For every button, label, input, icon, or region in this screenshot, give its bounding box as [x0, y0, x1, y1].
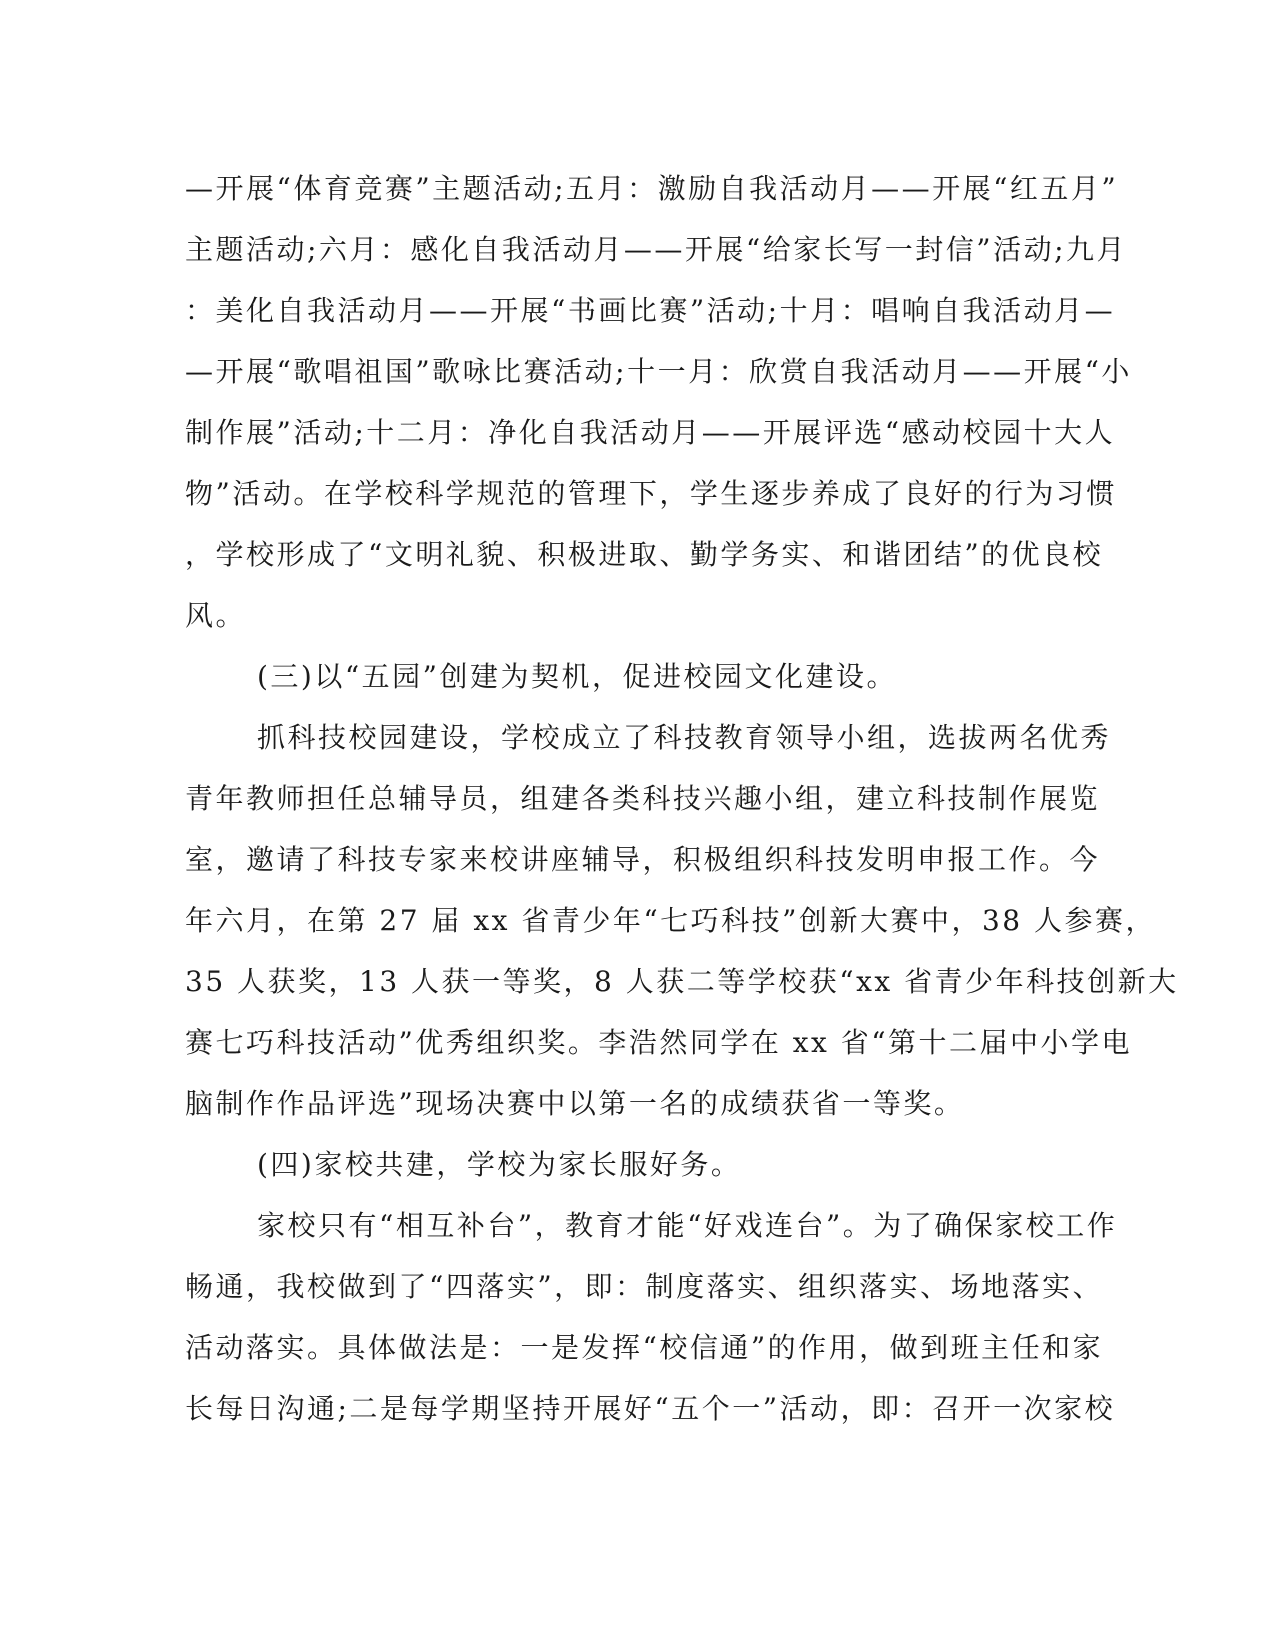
text-line: —开展“歌唱祖国”歌咏比赛活动;十一月：欣赏自我活动月——开展“小 — [185, 355, 1132, 388]
section-heading: (四)家校共建，学校为家长服好务。 — [257, 1148, 742, 1181]
text-line: 制作展”活动;十二月：净化自我活动月——开展评选“感动校园十大人 — [185, 416, 1116, 449]
text-line: 活动落实。具体做法是：一是发挥“校信通”的作用，做到班主任和家 — [185, 1331, 1104, 1364]
text-line: 脑制作作品评选”现场决赛中以第一名的成绩获省一等奖。 — [185, 1087, 965, 1120]
text-line: 家校只有“相互补台”，教育才能“好戏连台”。为了确保家校工作 — [257, 1209, 1118, 1242]
text-line: 室，邀请了科技专家来校讲座辅导，积极组织科技发明申报工作。今 — [185, 843, 1101, 876]
text-line: 年六月，在第 27 届 xx 省青少年“七巧科技”创新大赛中，38 人参赛， — [185, 904, 1156, 937]
text-line: 抓科技校园建设，学校成立了科技教育领导小组，选拔两名优秀 — [257, 721, 1112, 754]
text-line: 畅通，我校做到了“四落实”，即：制度落实、组织落实、场地落实、 — [185, 1270, 1104, 1303]
text-line: 主题活动;六月：感化自我活动月——开展“给家长写一封信”活动;九月 — [185, 233, 1127, 266]
text-line: 赛七巧科技活动”优秀组织奖。李浩然同学在 xx 省“第十二届中小学电 — [185, 1026, 1133, 1059]
text-line: 青年教师担任总辅导员，组建各类科技兴趣小组，建立科技制作展览 — [185, 782, 1101, 815]
text-line: 长每日沟通;二是每学期坚持开展好“五个一”活动，即：召开一次家校 — [185, 1392, 1116, 1425]
text-line: —开展“体育竞赛”主题活动;五月：激励自我活动月——开展“红五月” — [185, 172, 1119, 205]
text-line: 物”活动。在学校科学规范的管理下，学生逐步养成了良好的行为习惯 — [185, 477, 1117, 510]
text-line: 风。 — [185, 599, 247, 632]
text-line: ，学校形成了“文明礼貌、积极进取、勤学务实、和谐团结”的优良校 — [185, 538, 1104, 571]
section-heading: (三)以“五园”创建为契机，促进校园文化建设。 — [257, 660, 897, 693]
text-line: ：美化自我活动月——开展“书画比赛”活动;十月：唱响自我活动月— — [185, 294, 1116, 327]
text-line: 35 人获奖，13 人获一等奖，8 人获二等学校获“xx 省青少年科技创新大 — [185, 965, 1179, 998]
body-text — [185, 158, 1179, 1439]
